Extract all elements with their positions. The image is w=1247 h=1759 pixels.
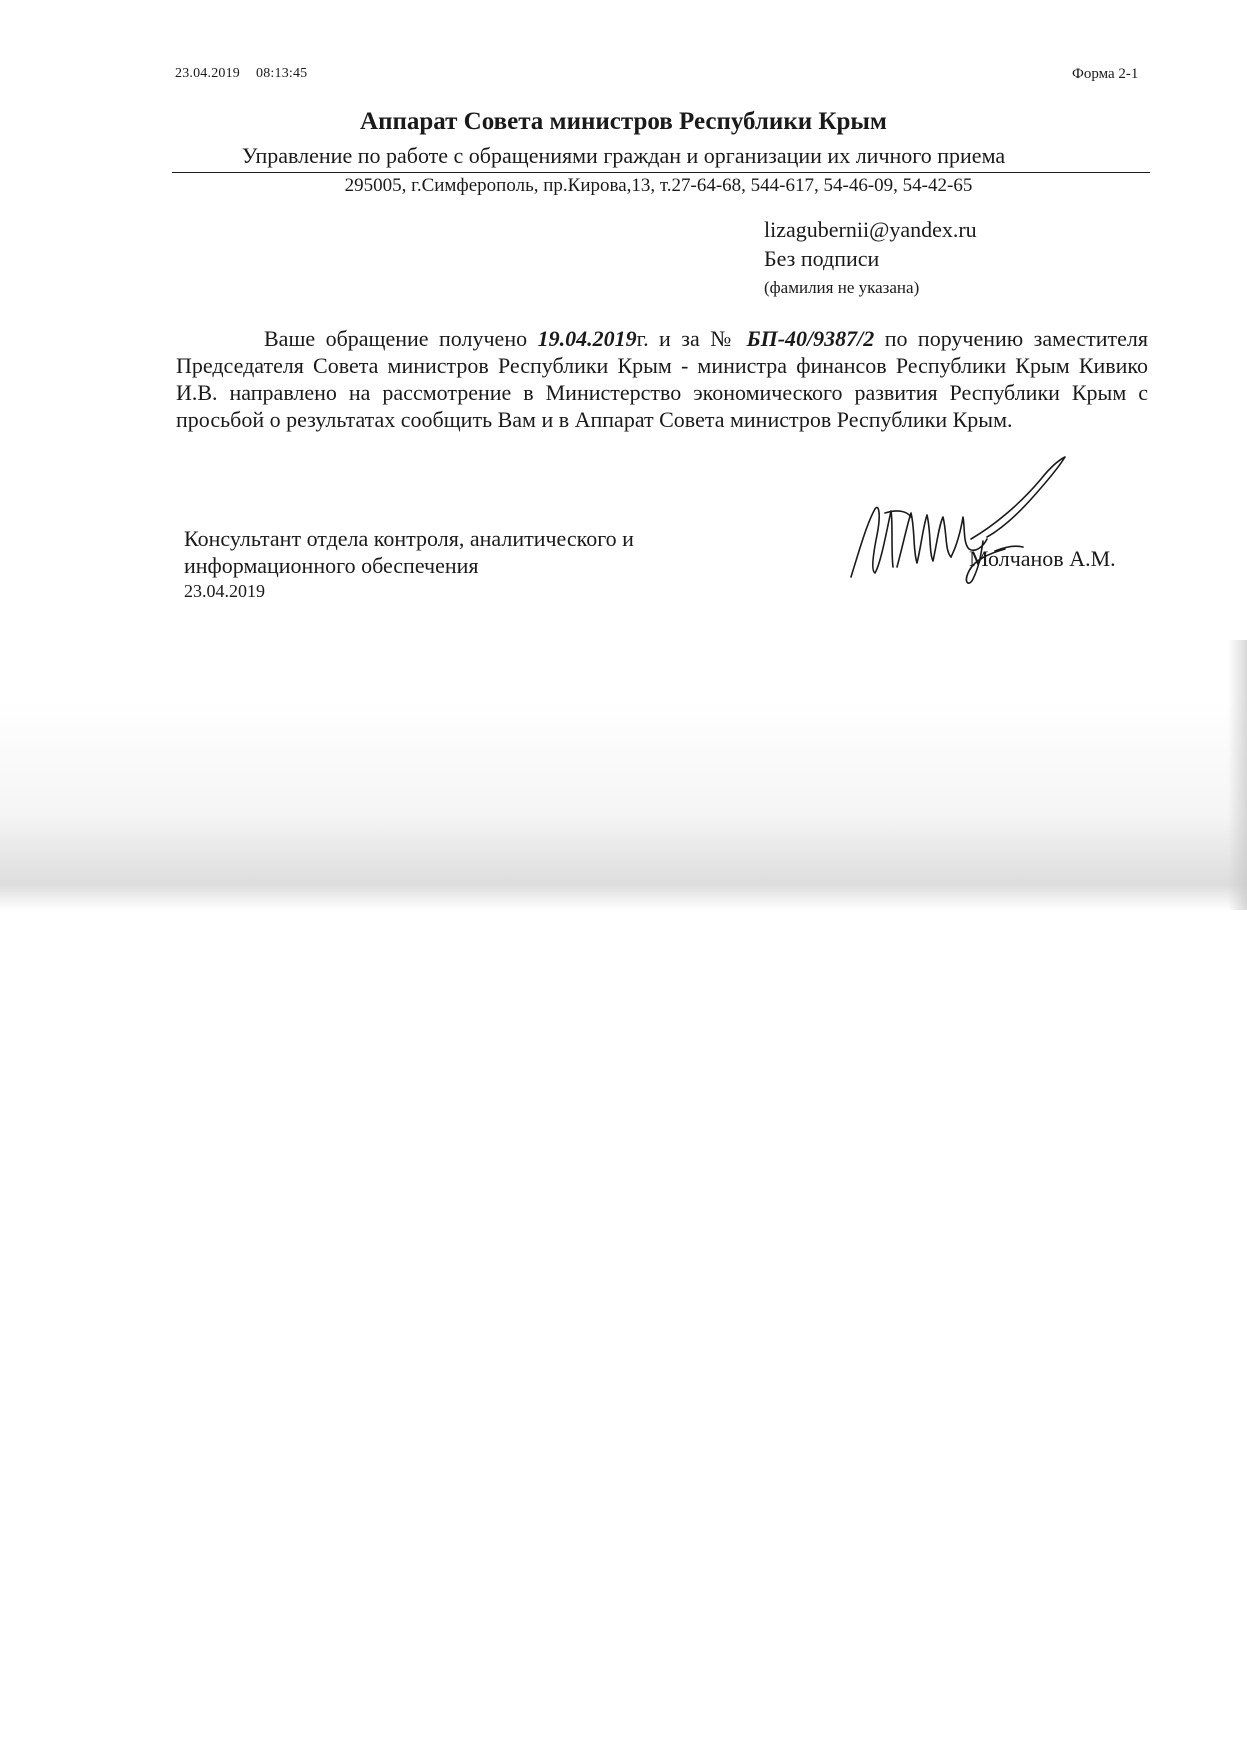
scan-shading <box>0 700 1247 910</box>
recipient-signature-status: Без подписи <box>764 246 880 271</box>
body-part-3: по поручению заместителя Председателя Совета министров Республики Крым - министра финансов Республики Крым Кивико И.В. направлено на рассмотрение в Министерство экономического развития Республики Крым с просьбой о результатах сообщить Вам и в Аппарат Совета министров Республики Крым. <box>176 326 1149 432</box>
header-divider <box>172 172 1150 173</box>
recipient-email: lizagubernii@yandex.ru <box>764 217 977 242</box>
print-time: 08:13:45 <box>256 66 308 81</box>
signer-name: Молчанов А.М. <box>969 546 1116 571</box>
recipient-block <box>764 215 977 302</box>
signer-position-line-1: Консультант отдела контроля, аналитического и <box>184 526 634 551</box>
body-part-2: г. и за № <box>636 326 747 351</box>
print-timestamp <box>175 66 307 82</box>
organization-department: Управление по работе с обращениями граждан и организации их личного приема <box>241 143 1006 168</box>
form-number: Форма 2-1 <box>1072 66 1139 82</box>
letter-body <box>176 325 1148 433</box>
body-part-1: Ваше обращение получено <box>264 326 538 351</box>
signer-date: 23.04.2019 <box>184 581 265 601</box>
letter-paragraph <box>176 325 1148 433</box>
print-date: 23.04.2019 <box>175 66 240 81</box>
organization-title: Аппарат Совета министров Республики Крым <box>360 108 887 135</box>
scan-edge <box>1228 640 1247 910</box>
reference-number: БП-40/9387/2 <box>746 326 875 351</box>
recipient-name-note: (фамилия не указана) <box>764 278 920 297</box>
organization-address: 295005, г.Симферополь, пр.Кирова,13, т.27-64-68, 544-617, 54-46-09, 54-42-65 <box>344 175 973 196</box>
handwritten-signature <box>845 455 1075 595</box>
signer-block <box>184 525 634 603</box>
signer-position-line-2: информационного обеспечения <box>184 553 479 578</box>
received-date: 19.04.2019 <box>537 326 637 351</box>
